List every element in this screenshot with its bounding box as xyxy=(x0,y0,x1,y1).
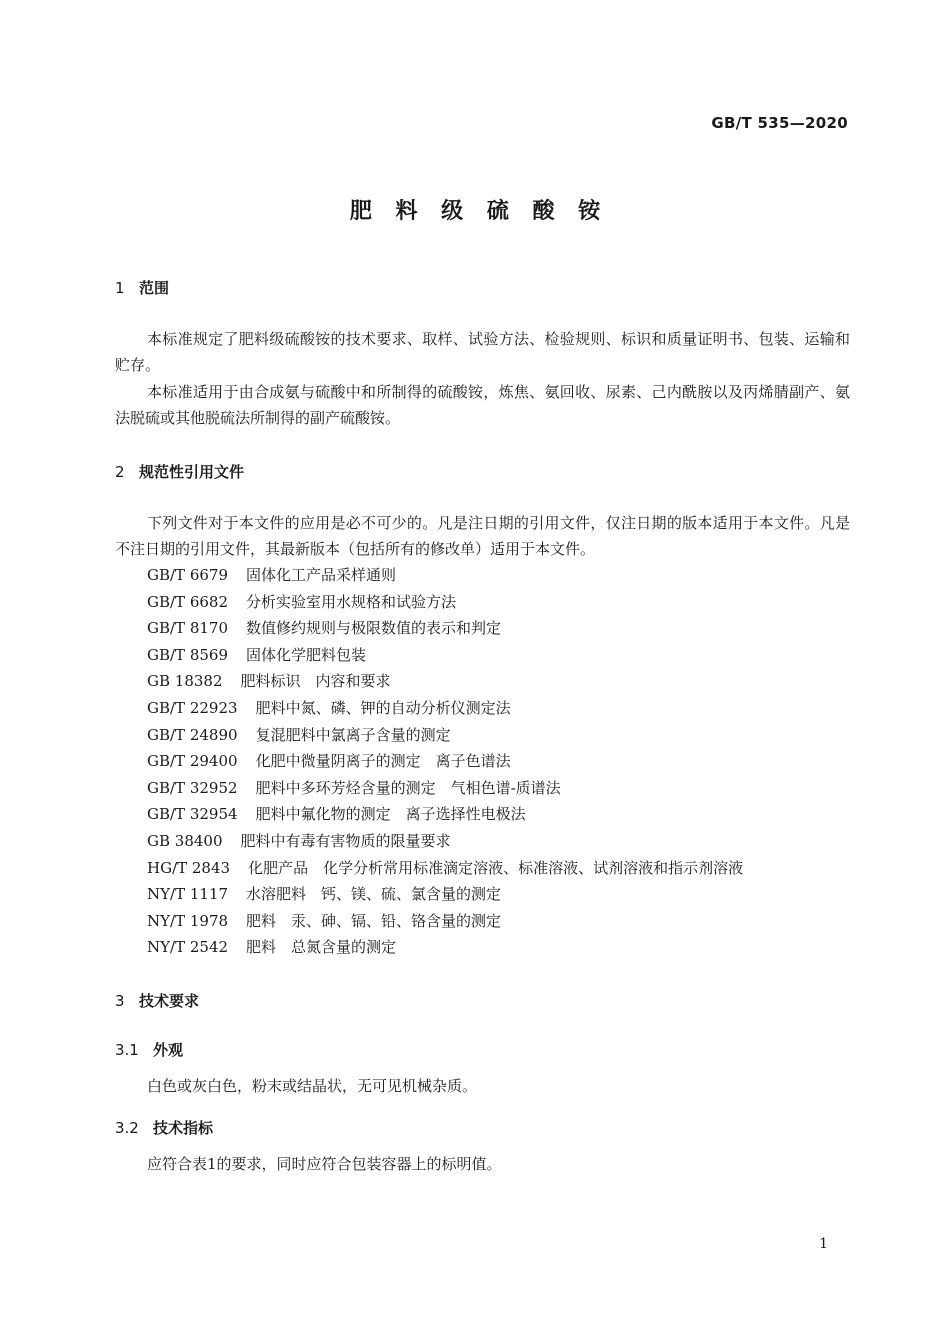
standard-number: GB/T 535—2020 xyxy=(711,114,848,132)
list-item xyxy=(147,562,743,589)
section-title: 技术要求 xyxy=(139,992,200,1010)
list-item xyxy=(147,908,743,935)
reference-title: 水溶肥料 钙、镁、硫、氯含量的测定 xyxy=(246,885,502,904)
paragraph: 本标准适用于由合成氨与硫酸中和所制得的硫酸铵，炼焦、氨回收、尿素、己内酰胺以及丙烯腈副产、氨法脱硫或其他脱硫法所制得的副产硫酸铵。 xyxy=(115,383,850,427)
list-item xyxy=(147,722,743,749)
section-title: 规范性引用文件 xyxy=(139,463,245,481)
subsection-number: 3.2 xyxy=(115,1119,139,1137)
reference-title: 数值修约规则与极限数值的表示和判定 xyxy=(246,619,502,638)
list-item xyxy=(147,668,743,695)
reference-code: GB/T 32954 xyxy=(147,805,238,824)
reference-code: NY/T 1117 xyxy=(147,885,229,904)
list-item xyxy=(147,881,743,908)
reference-code: GB/T 8569 xyxy=(147,645,229,664)
subsection-title: 技术指标 xyxy=(153,1119,214,1137)
list-item xyxy=(147,934,743,961)
page-number: 1 xyxy=(819,1236,828,1252)
list-item xyxy=(147,775,743,802)
list-item xyxy=(147,642,743,669)
section-number: 1 xyxy=(115,279,125,297)
section-1-heading xyxy=(115,277,169,298)
subsection-3-2-heading xyxy=(115,1117,213,1138)
reference-code: GB/T 6679 xyxy=(147,566,229,584)
reference-code: NY/T 1978 xyxy=(147,911,229,930)
list-item xyxy=(147,801,743,828)
section-title: 范围 xyxy=(139,279,170,297)
reference-code: GB/T 8170 xyxy=(147,619,229,638)
reference-list xyxy=(147,562,743,961)
spec-text: 应符合表1的要求，同时应符合包装容器上的标明值。 xyxy=(147,1155,502,1173)
reference-code: GB 18382 xyxy=(147,672,223,691)
reference-title: 化肥产品 化学分析常用标准滴定溶液、标准溶液、试剂溶液和指示剂溶液 xyxy=(248,858,744,877)
paragraph: 本标准规定了肥料级硫酸铵的技术要求、取样、试验方法、检验规则、标识和质量证明书、包装、运输和贮存。 xyxy=(115,330,850,374)
reference-title: 肥料 汞、砷、镉、铅、铬含量的测定 xyxy=(246,911,502,930)
reference-title: 肥料中氮、磷、钾的自动分析仪测定法 xyxy=(255,698,511,717)
list-item xyxy=(147,615,743,642)
section-2-heading xyxy=(115,461,244,482)
reference-title: 肥料中氟化物的测定 离子选择性电极法 xyxy=(255,805,526,824)
paragraph: 下列文件对于本文件的应用是必不可少的。凡是注日期的引用文件，仅注日期的版本适用于本文件。凡是不注日期的引用文件，其最新版本（包括所有的修改单）适用于本文件。 xyxy=(115,514,850,558)
appearance-text: 白色或灰白色，粉末或结晶状，无可见机械杂质。 xyxy=(147,1077,478,1095)
document-title: 肥 料 级 硫 酸 铵 xyxy=(349,199,609,224)
reference-code: GB/T 22923 xyxy=(147,698,238,717)
reference-title: 肥料 总氮含量的测定 xyxy=(246,938,397,957)
list-item xyxy=(147,855,743,882)
list-item xyxy=(147,695,743,722)
section-number: 3 xyxy=(115,992,125,1010)
subsection-number: 3.1 xyxy=(115,1041,139,1059)
subsection-3-1-heading xyxy=(115,1039,183,1060)
list-item xyxy=(147,748,743,775)
list-item xyxy=(147,828,743,855)
reference-title: 复混肥料中氯离子含量的测定 xyxy=(255,725,451,744)
reference-code: GB 38400 xyxy=(147,831,223,850)
section-3-heading xyxy=(115,990,199,1011)
list-item xyxy=(147,589,743,616)
reference-code: GB/T 32952 xyxy=(147,778,238,797)
reference-title: 分析实验室用水规格和试验方法 xyxy=(246,592,457,611)
reference-title: 肥料中多环芳烃含量的测定 气相色谱-质谱法 xyxy=(255,778,561,797)
reference-title: 化肥中微量阴离子的测定 离子色谱法 xyxy=(255,752,511,771)
reference-code: GB/T 24890 xyxy=(147,725,238,744)
subsection-title: 外观 xyxy=(153,1041,184,1059)
section-number: 2 xyxy=(115,463,125,481)
reference-code: NY/T 2542 xyxy=(147,938,229,957)
reference-code: GB/T 6682 xyxy=(147,592,229,611)
reference-title: 肥料标识 内容和要求 xyxy=(240,672,391,691)
reference-title: 固体化学肥料包装 xyxy=(246,645,367,664)
reference-code: GB/T 29400 xyxy=(147,752,238,771)
reference-title: 固体化工产品采样通则 xyxy=(246,566,397,584)
reference-code: HG/T 2843 xyxy=(147,858,231,877)
reference-title: 肥料中有毒有害物质的限量要求 xyxy=(240,831,451,850)
